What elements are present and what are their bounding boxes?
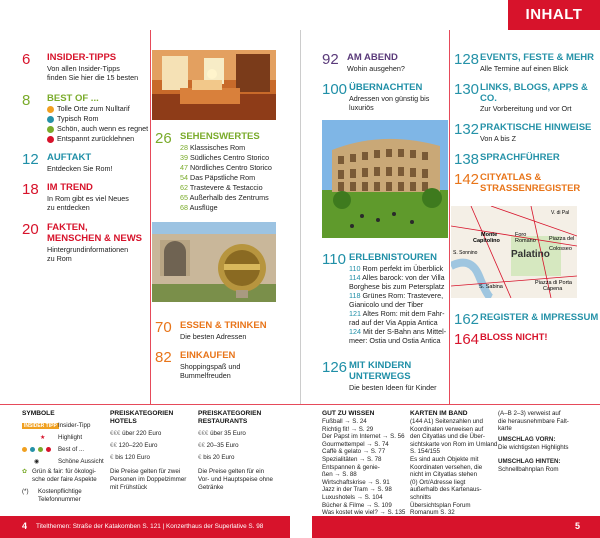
best-of-icons — [22, 446, 54, 454]
toc-entry-title[interactable]: CITYATLAS & STRASSENREGISTER — [480, 172, 581, 194]
info-link[interactable]: Luxushotels → S. 104 — [322, 494, 383, 501]
toc-entry-title-line2: UNTERWEGS — [349, 371, 411, 382]
bullet-icon — [47, 116, 54, 123]
toc-entry-title[interactable]: INSIDER-TIPPS — [47, 52, 117, 63]
hotel-room-photo — [152, 50, 276, 120]
bullet-icon — [47, 126, 54, 133]
info-link[interactable]: Jazz in der Tram → S. 98 — [322, 486, 392, 494]
toc-page-number: 92 — [322, 51, 339, 68]
map-label: Piazza del — [549, 236, 575, 242]
toc-entry-desc: In Rom gibt es viel Neues — [47, 194, 129, 203]
toc-page-number: 164 — [454, 331, 480, 348]
sphere-sculpture-photo — [152, 222, 276, 302]
info-link[interactable]: Der Papst im Internet → S. 56 — [322, 433, 405, 441]
toc-entry-title[interactable]: AUFTAKT — [47, 152, 92, 163]
map-label: Monte — [481, 232, 498, 238]
info-link[interactable]: Gourmettempel → S. 74 — [322, 440, 389, 448]
toc-entry-title[interactable]: EINKAUFEN — [180, 350, 236, 361]
info-link[interactable]: Was kostet wie viel? → S. 135 — [322, 509, 406, 517]
legend-heading: PREISKATEGORIEN — [198, 410, 262, 417]
toc-entry-title[interactable]: BEST OF ... — [47, 93, 99, 104]
toc-page-number: 12 — [22, 151, 39, 168]
page-number-left: 4 — [22, 521, 28, 531]
legend-heading: PREISKATEGORIEN — [110, 410, 174, 417]
colosseum-photo — [322, 120, 448, 238]
cover-back-label: UMSCHLAG HINTEN: — [498, 458, 561, 465]
footer-right — [312, 516, 600, 538]
toc-page-number: 142 — [454, 171, 480, 188]
tour-item[interactable]: Altes Rom: mit dem Fahr- — [362, 309, 445, 318]
toc-entry-desc: Bummelfreuden — [180, 371, 231, 380]
legend-heading: GUT ZU WISSEN — [322, 410, 375, 417]
legend-area: SYMBOLE INSIDER TIPP Insider-Tipp ★ Highlight Best of ... ◉ Schöne Aussicht ✿ Grün & fair: für ökologi- sche oder faire Aspekte (*) Kostenpflichtige Telefonnummer PREISKATEGORIEN HOTELS €€€ über 220 Euro €€ 120–220 Euro € bis 120 Euro Die Preise gelten für zwei Personen im Doppelzimmer mit Frühstück PREISKATEGORIEN RESTAURANTS €€€ über 35 Euro €€ 20–35 Euro € bis 20 Euro Die Preise gelten für ein Vor- und Hauptspeise ohne Getränke GUT ZU WISSEN Fußball → S. 24 Richtig fit! → S. 29 Der Papst im Internet → S. 56 Gourmettempel → S. 74 Caffè & gelato → S. 77 Spezialitäten → S. 78 Entspannen & genie- ßen → S. 88 Wirtschaftskrise → S. 91 Jazz in der Tram → S. 98 Luxushotels → S. 104 Bücher & Filme → S. 109 Was kostet wie viel? → S. 135 KARTEN IM BAND (144 A1) Seitenzahlen und Koordinaten verweisen auf den Cityatlas und die Über- sichtskarte von Rom im Umland S. 154/155 Es sind auch Objekte mit Koordinaten versehen, die nicht im Cityatlas stehen (0) Ort/Adresse liegt außerhalb des Kartenaus- schnitts Übersichtsplan Forum Romanum S. 32 (A–B 2–3) verweist auf die herausnehmbare Falt- karte UMSCHLAG VORN: Die wichtigsten Highlights UMSCHLAG HINTEN: Schnellbahnplan Rom — [0, 404, 600, 516]
legend-label: Best of ... — [58, 446, 85, 453]
toc-entry-title[interactable]: IM TREND — [47, 182, 93, 193]
toc-page-number: 100 — [322, 81, 348, 98]
toc-page-number: 20 — [22, 221, 39, 238]
toc-entry-title[interactable]: PRAKTISCHE HINWEISE — [480, 122, 592, 133]
tour-item-cont: Borghese bis zum Petersplatz — [349, 282, 445, 291]
toc-entry-desc: Von A bis Z — [480, 134, 516, 143]
toc-entry-desc: finden Sie hier die 15 besten — [47, 73, 139, 82]
tour-item-cont: rad auf der Via Appia Antica — [349, 318, 438, 327]
toc-entry-title[interactable]: AM ABEND — [347, 52, 398, 63]
tour-item-cont: meer: Ostia und Ostia Antica — [349, 336, 441, 345]
legend-label: Telefonnummer — [38, 496, 81, 503]
map-label: Colosseo — [549, 246, 572, 252]
map-label: S. Sonnino — [453, 250, 478, 256]
toc-entry-title[interactable]: LINKS, BLOGS, APPS & CO. — [480, 82, 588, 104]
info-link[interactable]: Richtig fit! → S. 29 — [322, 425, 374, 433]
city-map-thumbnail — [451, 206, 577, 298]
highlight-star-icon: ★ — [40, 434, 46, 441]
legend-heading: SYMBOLE — [22, 410, 55, 417]
page-number-right: 5 — [574, 521, 580, 531]
toc-entry-title[interactable]: ERLEBNISTOUREN — [349, 252, 437, 263]
toc-page-number: 6 — [22, 51, 31, 68]
cover-front-label: UMSCHLAG VORN: — [498, 436, 556, 443]
phone-cost-icon: (*) — [22, 488, 29, 495]
column-divider — [150, 30, 151, 404]
toc-entry-desc: Von allen Insider-Tipps — [47, 64, 120, 73]
toc-entry-desc: zu entdecken — [47, 203, 90, 212]
toc-entry-desc: luxuriös — [349, 103, 374, 112]
toc-sub-item: 28 Klassisches Rom — [180, 143, 246, 152]
map-label: Foro — [515, 232, 527, 238]
column-divider — [449, 30, 450, 404]
legend-divider — [0, 404, 600, 405]
toc-entry-title[interactable]: REGISTER & IMPRESSUM — [480, 312, 599, 323]
toc-sub-item: 65 Außerhalb des Zentrums — [180, 193, 269, 202]
best-of-item: Typisch Rom — [57, 114, 99, 123]
map-label: V. di Pal — [551, 210, 570, 216]
toc-page-number: 110 — [322, 251, 346, 268]
tour-item[interactable]: Mit der S-Bahn ans Mittel- — [363, 327, 447, 336]
map-label: Romano — [515, 238, 536, 244]
info-link[interactable]: Caffè & gelato → S. 77 — [322, 448, 386, 456]
toc-entry-title[interactable]: SEHENSWERTES — [180, 131, 260, 142]
toc-sub-item: 54 Das Päpstliche Rom — [180, 173, 256, 182]
toc-entry-desc: Hintergrundinformationen — [47, 245, 129, 254]
tour-item[interactable]: Grünes Rom: Trastevere, — [362, 291, 444, 300]
toc-page-number: 70 — [155, 319, 172, 336]
toc-page-number: 26 — [155, 130, 172, 147]
toc-entry-title[interactable]: BLOSS NICHT! — [480, 332, 548, 343]
toc-page-number: 18 — [22, 181, 39, 198]
view-icon: ◉ — [34, 458, 40, 465]
legend-label: Kostenpflichtige — [38, 488, 82, 495]
legend-heading: RESTAURANTS — [198, 418, 248, 425]
legend-label: Schöne Aussicht — [58, 458, 104, 465]
toc-entry-desc: Entdecken Sie Rom! — [47, 164, 113, 173]
toc-entry-desc: Zur Vorbereitung und vor Ort — [480, 104, 572, 113]
toc-entry-title[interactable]: ESSEN & TRINKEN — [180, 320, 267, 331]
map-label: S. Sabina — [479, 284, 503, 290]
toc-page-number: 128 — [454, 51, 480, 68]
toc-sub-item: 68 Ausflüge — [180, 203, 218, 212]
best-of-item: Schön, auch wenn es regnet — [57, 124, 149, 133]
info-link[interactable]: Spezialitäten → S. 78 — [322, 456, 382, 463]
toc-page-number: 130 — [454, 81, 480, 98]
tour-item[interactable]: Alles barock: von der Villa — [362, 273, 445, 282]
toc-page-number: 162 — [454, 311, 480, 328]
bullet-icon — [47, 106, 54, 113]
toc-page-number: 138 — [454, 151, 480, 168]
insider-tip-badge-icon: INSIDER TIPP — [24, 423, 57, 429]
legend-label: Highlight — [58, 434, 83, 441]
toc-entry-title[interactable]: SPRACHFÜHRER — [480, 152, 560, 163]
info-link[interactable]: Wirtschaftskrise → S. 91 — [322, 478, 390, 486]
best-of-item: Entspannt zurücklehnen — [57, 134, 135, 143]
spine-divider — [300, 30, 301, 404]
map-label: Piazza di Porta — [535, 280, 572, 286]
toc-entry-desc: Wohin ausgehen? — [347, 64, 405, 73]
bullet-icon — [47, 136, 54, 143]
info-link[interactable]: ßen → S. 88 — [322, 471, 357, 479]
info-link[interactable]: Bücher & Filme → S. 109 — [322, 501, 392, 509]
toc-entry-title[interactable]: EVENTS, FESTE & MEHR — [480, 52, 595, 63]
toc-entry-desc: Shoppingspaß und — [180, 362, 241, 371]
toc-page-number: 132 — [454, 121, 480, 138]
toc-entry-desc: Die besten Adressen — [180, 332, 247, 341]
toc-sub-item: 39 Südliches Centro Storico — [180, 153, 270, 162]
legend-label: sche oder faire Aspekte — [32, 476, 97, 483]
toc-entry-title[interactable]: ÜBERNACHTEN — [349, 82, 423, 93]
map-label: Palatino — [511, 249, 550, 260]
toc-entry-desc: Alle Termine auf einen Blick — [480, 64, 569, 73]
legend-heading: HOTELS — [110, 418, 137, 425]
legend-label: Insider-Tipp — [58, 422, 91, 429]
toc-sub-item: 62 Trastevere & Testaccio — [180, 183, 263, 192]
footer-left — [0, 516, 290, 538]
toc-entry-desc: zu Rom — [47, 254, 72, 263]
toc-entry-desc: Adressen von günstig bis — [349, 94, 430, 103]
tour-item[interactable]: Rom perfekt im Überblick — [362, 264, 444, 273]
toc-spread: INHALT 6 INSIDER-TIPPS Von allen Insider-Tipps finden Sie hier die 15 besten 8 BEST OF ... Tolle Orte zum Nulltarif Typisch Rom Schön, auch wenn es regnet Entspannt zurücklehnen 12 AUFTAKT Entdecken Sie Rom! 18 IM TREND In Rom gibt es viel Neues zu entdecken 20 FAKTEN, MENSCHEN & NEWS Hintergrundinformationen zu Rom 26 SEHENSWERTES 28 Klassisches Rom 39 Südliches Centro Storico 47 Nördliches Centro Storico 54 Das Päpstliche Rom 62 Trastevere & Testaccio 65 Außerhalb des Zentrums 68 Ausflüge 70 ESSEN & TRINKEN Die besten Adressen 82 EINKAUFEN Shoppingspaß und Bummelfreuden 92 AM ABEND Wohin ausgehen? 100 ÜBERNACHTEN Adressen von günstig bis luxuriös 110 ERLEBNISTOUREN 110 Rom perfekt im Überblick 114 Alles barock: von der Villa Borghese bis zum Petersplatz 118 Grünes Rom: Trastevere, Gianicolo und der Tiber 121 Altes Rom: mit dem Fahr- rad auf der Via Appia Antica 124 Mit der S-Bahn ans Mittel- meer: Ostia und Ostia Antica 126 MIT KINDERN UNTERWEGS Die besten Ideen für Kinder 128 EVENTS, FESTE & MEHR Alle Termine auf einen Blick 130 LINKS, BLOGS, APPS & CO. Zur Vorbereitung und vor Ort 132 PRAKTISCHE HINWEISE Von A bis Z 138 SPRACHFÜHRER 142 CITYATLAS & STRASSENREGISTER Monte Capitolino Foro Romano Piazza del Colosseo Palatino S. Sonnino S. Sabina Piazza di Porta Capena V. di Pal 162 REGISTER & IMPRESSUM 164 BLOSS NICHT! SYMBOLE INSIDER TIPP Insider-Tipp ★ Highlight Best of ... ◉ Schöne Aussicht ✿ Grün & fair: für ökologi- sche oder faire Aspekte (*) Kostenpflichtige Telefonnummer PREISKATEGORIEN HOTELS €€€ über 220 Euro €€ 120–220 Euro € bis 120 Euro Die Preise gelten für zwei Personen im Doppelzimmer mit Frühstück PREISKATEGORIEN RESTAURANTS €€€ über 35 Euro €€ 20–35 Euro € bis 20 Euro Die Preise gelten für ein Vor- und Hauptspeise ohne Getränke GUT ZU WISSEN Fußball → S. 24 Richtig fit! → S. 29 Der Papst im Internet → S. 56 Gourmettempel → S. 74 Caffè & gelato → S. 77 Spezialitäten → S. 78 Entspannen & genie- ßen → S. 88 Wirtschaftskrise → S. 91 Jazz in der Tram → S. 98 Luxushotels → S. 104 Bücher & Filme → S. 109 Was kostet wie viel? → S. 135 KARTEN IM BAND (144 A1) Seitenzahlen und Koordinaten verweisen auf den Cityatlas und die Über- sichtskarte von Rom im Umland S. 154/155 Es sind auch Objekte mit Koordinaten versehen, die nicht im Cityatlas stehen (0) Ort/Adresse liegt außerhalb des Kartenaus- schnitts Übersichtsplan Forum Romanum S. 32 (A–B 2–3) verweist auf die herausnehmbare Falt- karte UMSCHLAG VORN: Die wichtigsten Highlights UMSCHLAG HINTEN: Schnellbahnplan Rom 4 Titelthemen: Straße der Katakomben S. 121 | Konzerthaus der Superlative S. 98 5 — [0, 0, 600, 538]
legend-label: Grün & fair: für ökologi- — [32, 468, 96, 475]
leaf-icon: ✿ — [22, 468, 28, 475]
best-of-item: Tolle Orte zum Nulltarif — [57, 104, 130, 113]
header — [0, 0, 600, 30]
toc-entry-title[interactable]: MIT KINDERN — [349, 360, 412, 371]
footer-cover-topics: Titelthemen: Straße der Katakomben S. 121 | Konzerthaus der Superlative S. 98 — [36, 523, 264, 530]
toc-sub-item: 47 Nördliches Centro Storico — [180, 163, 272, 172]
legend-heading: KARTEN IM BAND — [410, 410, 468, 417]
toc-page-number: 8 — [22, 92, 31, 109]
tour-item-cont: Gianicolo und der Tiber — [349, 300, 424, 309]
toc-entry-desc: Die besten Ideen für Kinder — [349, 383, 437, 392]
toc-page-number: 126 — [322, 359, 348, 376]
toc-page-number: 82 — [155, 349, 172, 366]
map-label: Capena — [543, 286, 563, 292]
page-title: INHALT — [508, 0, 600, 30]
info-link[interactable]: Fußball → S. 24 — [322, 418, 367, 425]
map-label: Capitolino — [473, 238, 500, 244]
info-link[interactable]: Entspannen & genie- — [322, 463, 380, 471]
toc-entry-title[interactable]: FAKTEN, MENSCHEN & NEWS — [47, 222, 143, 244]
